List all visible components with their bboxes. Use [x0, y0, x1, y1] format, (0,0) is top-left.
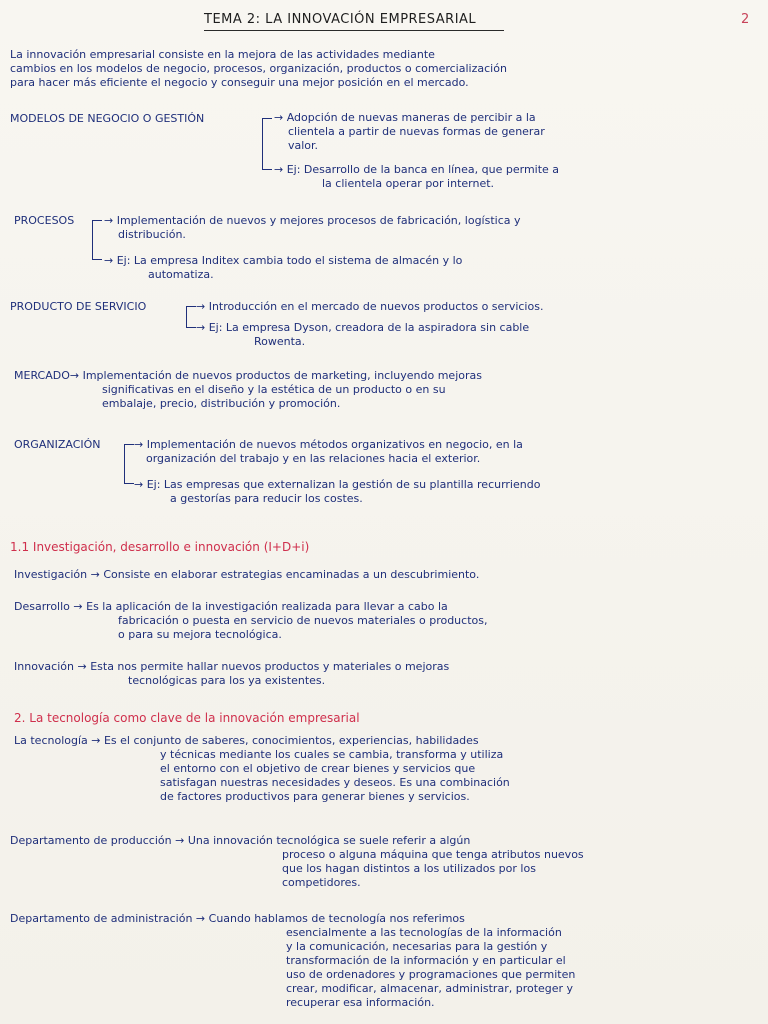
page-title: TEMA 2: LA INNOVACIÓN EMPRESARIAL: [204, 12, 477, 27]
definition-line: Es el conjunto de saberes, conocimientos, experiencias, habilidades: [103, 734, 479, 747]
arrow-icon: →: [195, 912, 206, 925]
definition-line: satisfagan nuestras necesidades y deseos. Es una combinación: [160, 776, 510, 789]
organizacion-term: [14, 438, 101, 452]
investigacion-block: [14, 568, 479, 582]
term-label: PRODUCTO DE SERVICIO: [10, 300, 147, 313]
term-label: Innovación: [14, 660, 74, 673]
definition-line: clientela a partir de nuevas formas de generar: [288, 125, 545, 138]
arrow-icon: →: [77, 660, 87, 673]
definition-line: competidores.: [282, 876, 361, 889]
term-label: Desarrollo: [14, 600, 70, 613]
term-label: La tecnología: [14, 734, 88, 747]
produccion-block: [10, 834, 584, 890]
arrow-icon: →: [69, 369, 80, 382]
definition-line: y la comunicación, necesarias para la gestión y: [286, 940, 548, 953]
arrow-icon: →: [196, 321, 206, 334]
term-label: MERCADO: [14, 369, 70, 382]
definition-line: recuperar esa información.: [286, 996, 435, 1009]
definition-line: Consiste en elaborar estrategias encaminadas a un descubrimiento.: [103, 568, 480, 581]
example-line: Rowenta.: [254, 335, 306, 348]
modelos-example: [274, 163, 559, 191]
arrow-icon: →: [274, 163, 284, 176]
example-line: automatiza.: [148, 268, 214, 281]
example-line: Ej: Desarrollo de la banca en línea, que permite a: [286, 163, 560, 176]
section-heading: [14, 711, 360, 725]
definition-line: y técnicas mediante los cuales se cambia, transforma y utiliza: [160, 748, 504, 761]
page-number: 2: [741, 12, 750, 27]
definition-line: esencialmente a las tecnologías de la información: [286, 926, 562, 939]
definition-line: o para su mejora tecnológica.: [118, 628, 282, 641]
definition-line: Implementación de nuevos y mejores procesos de fabricación, logística y: [116, 214, 521, 227]
producto-bracket: [186, 306, 187, 328]
title-underline: [204, 30, 504, 31]
arrow-icon: →: [73, 600, 83, 613]
definition-line: que los hagan distintos a los utilizados por los: [282, 862, 536, 875]
definition-line: distribución.: [118, 228, 186, 241]
arrow-icon: →: [104, 254, 114, 267]
arrow-icon: →: [274, 111, 284, 124]
definition-line: Una innovación tecnológica se suele referir a algún: [187, 834, 471, 847]
tecnologia-block: [14, 734, 510, 804]
term-label: PROCESOS: [14, 214, 75, 227]
definition-line: Adopción de nuevas maneras de percibir a la: [286, 111, 536, 124]
arrow-icon: →: [104, 214, 114, 227]
arrow-icon: →: [91, 734, 101, 747]
definition-line: tecnológicas para los ya existentes.: [128, 674, 326, 687]
modelos-term: [10, 112, 204, 126]
definition-line: crear, modificar, almacenar, administrar, proteger y: [286, 982, 574, 995]
procesos-example: [104, 254, 462, 282]
organizacion-example: [134, 478, 540, 506]
arrow-icon: →: [134, 478, 144, 491]
term-label: Departamento de administración: [10, 912, 193, 925]
example-line: la clientela operar por internet.: [322, 177, 495, 190]
intro-paragraph: [10, 48, 507, 90]
definition-line: fabricación o puesta en servicio de nuevos materiales o productos,: [118, 614, 488, 627]
producto-definition: [196, 300, 543, 314]
intro-line: para hacer más eficiente el negocio y conseguir una mejor posición en el mercado.: [10, 76, 469, 89]
definition-line: valor.: [288, 139, 319, 152]
definition-line: Introducción en el mercado de nuevos productos o servicios.: [208, 300, 544, 313]
definition-line: organización del trabajo y en las relaciones hacia el exterior.: [146, 452, 481, 465]
term-label: Investigación: [14, 568, 88, 581]
innovacion-block: [14, 660, 449, 688]
producto-example: [196, 321, 529, 349]
definition-line: el entorno con el objetivo de crear bienes y servicios que: [160, 762, 476, 775]
modelos-bracket: [262, 118, 263, 170]
section-heading: [10, 540, 309, 554]
modelos-definition: [274, 111, 545, 153]
definition-line: significativas en el diseño y la estética de un producto o en su: [102, 383, 446, 396]
definition-line: proceso o alguna máquina que tenga atributos nuevos: [282, 848, 584, 861]
definition-line: Implementación de nuevos productos de marketing, incluyendo mejoras: [82, 369, 482, 382]
example-line: Ej: La empresa Dyson, creadora de la aspiradora sin cable: [208, 321, 530, 334]
procesos-bracket: [92, 220, 93, 260]
term-label: ORGANIZACIÓN: [14, 438, 101, 451]
definition-line: embalaje, precio, distribución y promoción.: [102, 397, 341, 410]
arrow-icon: →: [196, 300, 206, 313]
arrow-icon: →: [90, 568, 100, 581]
definition-line: uso de ordenadores y programaciones que permiten: [286, 968, 576, 981]
arrow-icon: →: [175, 834, 185, 847]
intro-line: cambios en los modelos de negocio, procesos, organización, productos o comercialización: [10, 62, 507, 75]
definition-line: de factores productivos para generar bienes y servicios.: [160, 790, 470, 803]
procesos-definition: [104, 214, 521, 242]
intro-line: La innovación empresarial consiste en la mejora de las actividades mediante: [10, 48, 435, 61]
definition-line: Es la aplicación de la investigación realizada para llevar a cabo la: [86, 600, 448, 613]
procesos-term: [14, 214, 74, 228]
example-line: Ej: La empresa Inditex cambia todo el sistema de almacén y lo: [116, 254, 463, 267]
desarrollo-block: [14, 600, 487, 642]
example-line: a gestorías para reducir los costes.: [170, 492, 363, 505]
organizacion-definition: [134, 438, 523, 466]
heading-text: 2. La tecnología como clave de la innovación empresarial: [14, 711, 360, 725]
example-line: Ej: Las empresas que externalizan la gestión de su plantilla recurriendo: [146, 478, 541, 491]
producto-term: [10, 300, 146, 314]
arrow-icon: →: [134, 438, 144, 451]
organizacion-bracket: [124, 444, 125, 484]
heading-text: 1.1 Investigación, desarrollo e innovación (I+D+i): [10, 540, 310, 554]
definition-line: Implementación de nuevos métodos organizativos en negocio, en la: [146, 438, 523, 451]
administracion-block: [10, 912, 575, 1010]
definition-line: Cuando hablamos de tecnología nos referimos: [208, 912, 465, 925]
term-label: MODELOS DE NEGOCIO O GESTIÓN: [10, 112, 205, 125]
definition-line: Esta nos permite hallar nuevos productos y materiales o mejoras: [90, 660, 450, 673]
mercado-block: [14, 369, 482, 411]
definition-line: transformación de la información y en particular el: [286, 954, 566, 967]
term-label: Departamento de producción: [10, 834, 172, 847]
page-header: [0, 12, 768, 38]
